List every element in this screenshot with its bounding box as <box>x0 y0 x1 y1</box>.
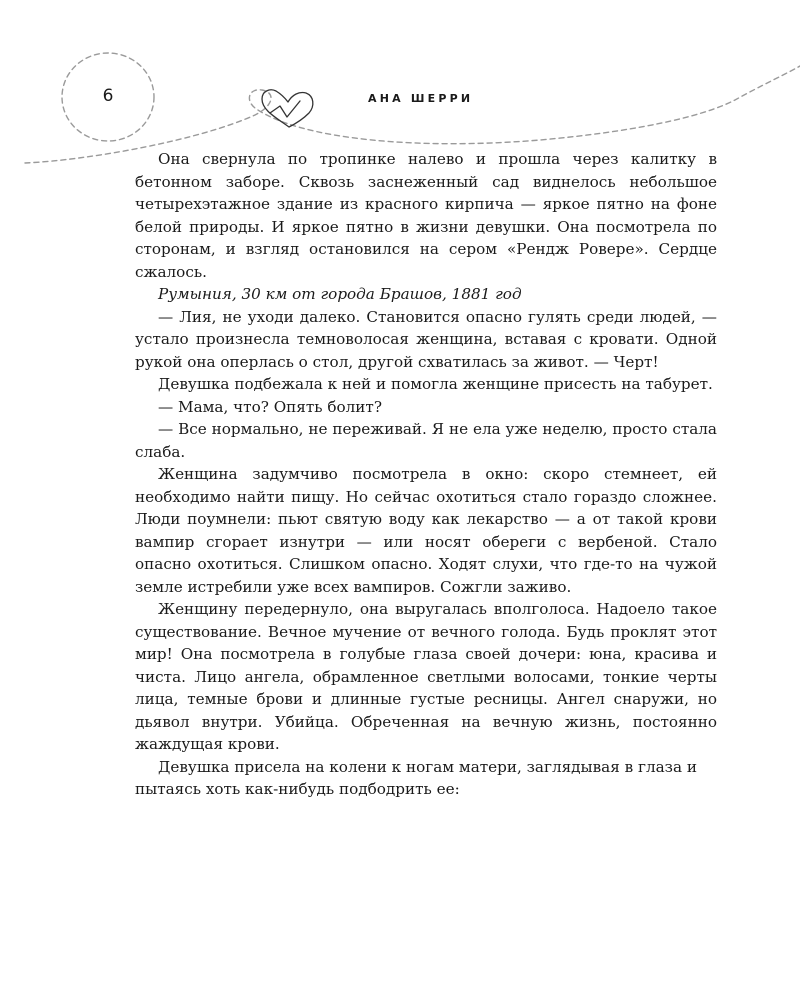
paragraph: Женщину передернуло, она выругалась вполголоса. Надоело такое существование. Вечное мучение от вечного голода. Будь проклят этот мир! Она посмотрела в голубые глаза своей дочери: юна, красива и чиста. Лицо ангела, обрамленное светлыми волосами, тонкие черты лица, темные брови и длинные густые ресницы. Ангел снаружи, но дьявол внутри. Убийца. Обреченная на вечную жизнь, постоянно жаждущая крови. <box>135 600 717 753</box>
section-dateline: Румыния, 30 км от города Брашов, 1881 год <box>158 285 522 303</box>
paragraph: — Мама, что? Опять болит? <box>158 397 382 416</box>
heart-icon <box>262 90 313 127</box>
page-number: 6 <box>102 86 114 106</box>
paragraph: — Лия, не уходи далеко. Становится опасно гулять среди людей, — устало произнесла темноволосая женщина, вставая с кровати. Одной рукой она оперлась о стол, другой схватилась за живот. — Черт! <box>135 307 717 371</box>
paragraph: Девушка присела на колени к ногам матери, заглядывая в глаза и пытаясь хоть как-нибудь подбодрить ее: <box>135 757 697 798</box>
paragraph: Женщина задумчиво посмотрела в окно: скоро стемнеет, ей необходимо найти пищу. Но сейчас охотиться стало гораздо сложнее. Люди поумнели: пьют святую воду как лекарство — а от такой крови вампир сгорает изнутри — или носят обереги с вербеной. Стало опасно охотиться. Слишком опасно. Ходят слухи, что где-то на чужой земле истребили уже всех вампиров. Сожгли заживо. <box>135 465 717 596</box>
paragraph: Девушка подбежала к ней и помогла женщине присесть на табурет. <box>158 375 713 393</box>
paragraph: Она свернула по тропинке налево и прошла через калитку в бетонном заборе. Сквозь заснеженный сад виднелось небольшое четырехэтажное здание из красного кирпича — яркое пятно на фоне белой природы. И яркое пятно в жизни девушки. Она посмотрела по сторонам, и взгляд остановился на сером «Рендж Ровере». Сердце сжалось. <box>135 150 717 281</box>
running-head-author: АНА ШЕРРИ <box>368 92 474 105</box>
body-text <box>135 148 717 801</box>
paragraph: — Все нормально, не переживай. Я не ела уже неделю, просто стала слаба. <box>135 420 717 461</box>
